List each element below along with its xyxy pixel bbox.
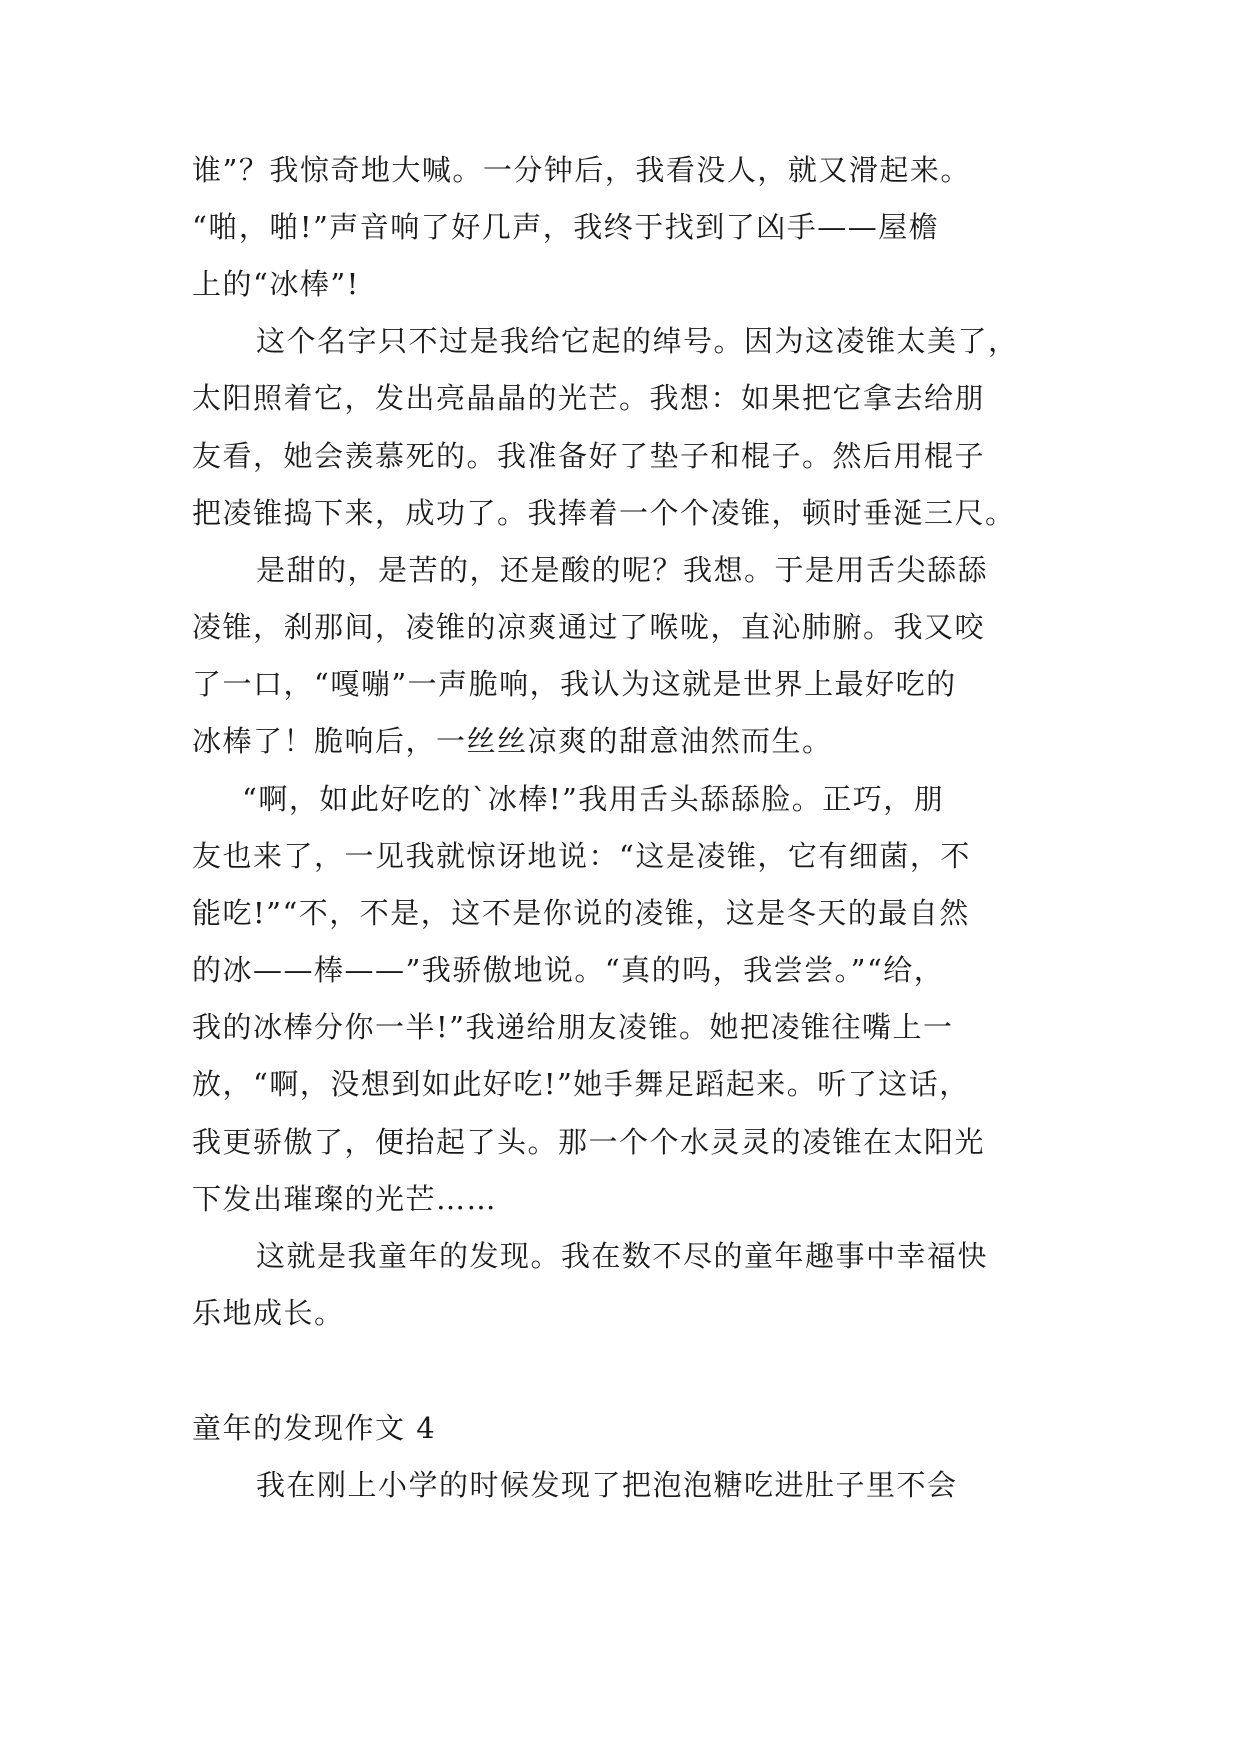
text-line: 的冰——棒——”我骄傲地说。“真的吗，我尝尝。”“给， <box>192 953 945 987</box>
paragraph-start: 这就是我童年的发现。我在数不尽的童年趣事中幸福快 <box>256 1239 989 1273</box>
text-line: 凌锥，刹那间，凌锥的凉爽通过了喉咙，直沁肺腑。我又咬 <box>192 610 986 644</box>
text-line: “啪，啪!”声音响了好几声，我终于找到了凶手——屋檐 <box>192 210 940 244</box>
text-line: 友也来了，一见我就惊讶地说：“这是凌锥，它有细菌，不 <box>192 839 971 873</box>
text-line: 了一口，“嘎嘣”一声脆响，我认为这就是世界上最好吃的 <box>192 667 957 701</box>
text-line: 谁”？我惊奇地大喊。一分钟后，我看没人，就又滑起来。 <box>192 153 971 187</box>
text-line: 友看，她会羡慕死的。我准备好了垫子和棍子。然后用棍子 <box>192 439 986 473</box>
text-line: 放，“啊，没想到如此好吃!”她手舞足蹈起来。听了这话， <box>192 1067 970 1101</box>
section-heading: 童年的发现作文 4 <box>192 1411 437 1445</box>
paragraph-start: “啊，如此好吃的`冰棒!”我用舌头舔舔脸。正巧，朋 <box>242 782 945 816</box>
paragraph-start: 我在刚上小学的时候发现了把泡泡糖吃进肚子里不会 <box>256 1468 958 1502</box>
text-line: 冰棒了！脆响后，一丝丝凉爽的甜意油然而生。 <box>192 724 833 758</box>
text-line: 我更骄傲了，便抬起了头。那一个个水灵灵的凌锥在太阳光 <box>192 1125 986 1159</box>
paragraph-start: 是甜的，是苦的，还是酸的呢？我想。于是用舌尖舔舔 <box>256 553 989 587</box>
text-line: 能吃!”“不，不是，这不是你说的凌锥，这是冬天的最自然 <box>192 896 970 930</box>
text-line: 把凌锥捣下来，成功了。我捧着一个个凌锥，顿时垂涎三尺。 <box>192 496 1016 530</box>
text-line: 我的冰棒分你一半!”我递给朋友凌锥。她把凌锥往嘴上一 <box>192 1010 954 1044</box>
paragraph-start: 这个名字只不过是我给它起的绰号。因为这凌锥太美了， <box>256 324 1019 358</box>
text-line: 下发出璀璨的光芒…… <box>192 1182 498 1216</box>
text-line: 太阳照着它，发出亮晶晶的光芒。我想：如果把它拿去给朋 <box>192 381 986 415</box>
text-line: 上的“冰棒”! <box>192 267 360 301</box>
text-line: 乐地成长。 <box>192 1296 345 1330</box>
